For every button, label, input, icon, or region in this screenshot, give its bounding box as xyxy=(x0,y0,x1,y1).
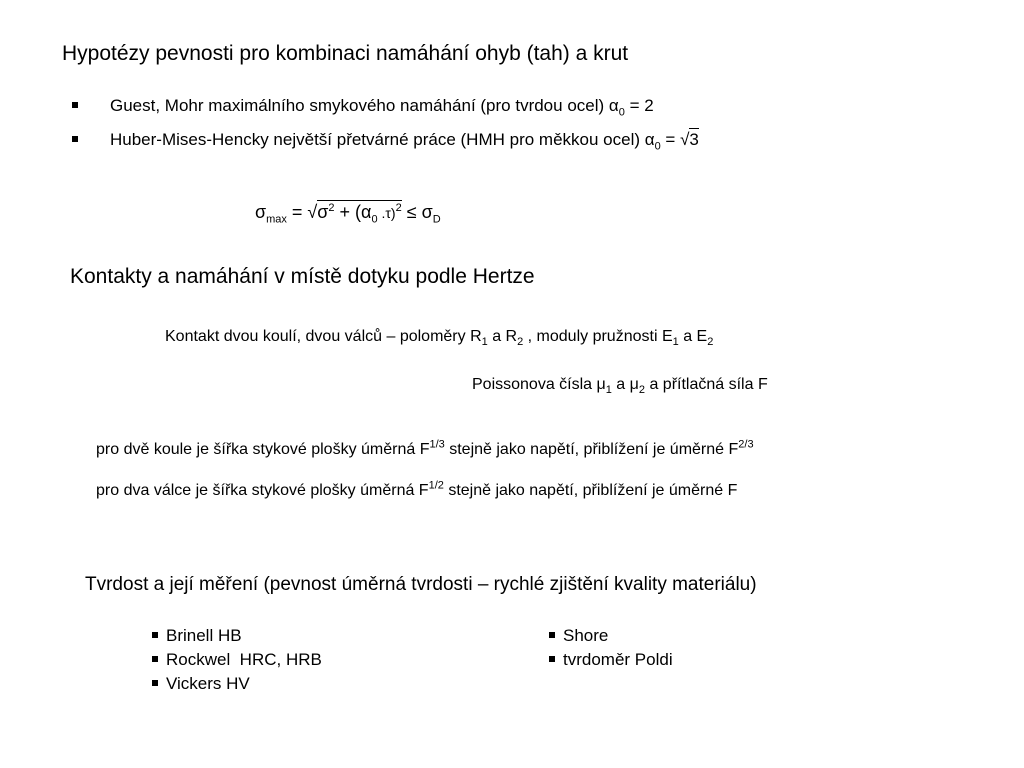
title-hardness: Tvrdost a její měření (pevnost úměrná tvrdosti – rychlé zjištění kvality materiálu) xyxy=(85,574,757,595)
formula-part: σ xyxy=(317,202,329,222)
contact-line-poisson xyxy=(472,376,768,397)
list-item-text: Brinell HB xyxy=(166,626,242,645)
bullet-square-icon xyxy=(72,102,78,108)
bullet-square-icon xyxy=(152,632,158,638)
formula-part: .τ) xyxy=(377,205,396,221)
text: , moduly pružnosti E xyxy=(523,328,673,345)
text: pro dvě koule je šířka stykové plošky úměrná F xyxy=(96,441,430,458)
text: stejně jako napětí, přiblížení je úměrné F xyxy=(444,441,739,458)
text: Kontakt dvou koulí, dvou válců – poloměry R xyxy=(165,328,482,345)
text: a R xyxy=(487,328,518,345)
list-item-text: Shore xyxy=(563,626,609,645)
formula-sub: max xyxy=(266,213,287,226)
bullet-suffix: = xyxy=(660,130,681,149)
sub: 1 xyxy=(672,336,679,349)
sup: 1/3 xyxy=(429,438,445,451)
sub: 2 xyxy=(517,336,524,349)
sub: 1 xyxy=(605,384,612,397)
title-hertz-contacts: Kontakty a namáhání v místě dotyku podle Hertze xyxy=(70,265,535,288)
list-item-text: Rockwel HRC, HRB xyxy=(166,650,322,669)
bullet-text: Huber-Mises-Hencky největší přetvárné práce (HMH pro měkkou ocel) α xyxy=(110,130,655,149)
radicand: 3 xyxy=(689,130,699,149)
text: a přítlačná síla F xyxy=(645,376,768,393)
bullet-square-icon xyxy=(549,632,555,638)
text: pro dva válce je šířka stykové plošky úměrná F xyxy=(96,482,429,499)
text: a E xyxy=(678,328,708,345)
list-item-text: tvrdoměr Poldi xyxy=(563,650,673,669)
formula-part: = xyxy=(286,202,308,222)
bullet-suffix: = 2 xyxy=(624,96,654,115)
formula-sup: 2 xyxy=(328,202,335,214)
bullet-text: Guest, Mohr maximálního smykového namáhání (pro tvrdou ocel) α xyxy=(110,96,619,115)
radical-sign: √ xyxy=(680,130,690,149)
formula-sub: D xyxy=(432,213,441,226)
list-item xyxy=(152,624,322,648)
list-item xyxy=(549,648,673,672)
text: a μ xyxy=(611,376,639,393)
contact-line-radii xyxy=(165,328,714,349)
radical-sign: √ xyxy=(307,202,318,222)
bullet-square-icon xyxy=(549,656,555,662)
formula-part: σ xyxy=(255,202,267,222)
formula-sup: 2 xyxy=(395,202,402,214)
sup: 1/2 xyxy=(428,479,444,492)
formula-part: + (α xyxy=(334,202,372,222)
formula-sigma-max xyxy=(255,200,441,226)
list-item xyxy=(549,624,673,648)
contact-line-cylinders xyxy=(96,479,738,500)
list-item xyxy=(152,672,322,696)
formula-sub: 0 xyxy=(371,213,378,226)
sub: 2 xyxy=(707,336,714,349)
formula-part: ≤ σ xyxy=(401,202,433,222)
contact-line-spheres xyxy=(96,438,754,459)
bullet-hmh xyxy=(72,128,699,153)
subscript: 0 xyxy=(618,106,625,119)
text: stejně jako napětí, přiblížení je úměrné F xyxy=(443,482,738,499)
bullet-square-icon xyxy=(72,136,78,142)
hardness-list-right xyxy=(549,624,673,672)
formula-radicand xyxy=(317,200,402,226)
list-item-text: Vickers HV xyxy=(166,674,250,693)
sub: 2 xyxy=(638,384,645,397)
bullet-square-icon xyxy=(152,656,158,662)
subscript: 0 xyxy=(654,140,661,153)
bullet-square-icon xyxy=(152,680,158,686)
sup: 2/3 xyxy=(738,438,754,451)
bullet-guest-mohr xyxy=(72,96,654,119)
text: Poissonova čísla μ xyxy=(472,376,606,393)
list-item xyxy=(152,648,322,672)
title-strength-hypotheses: Hypotézy pevnosti pro kombinaci namáhání ohyb (tah) a krut xyxy=(62,42,629,65)
hardness-list-left xyxy=(152,624,322,696)
sub: 1 xyxy=(481,336,488,349)
